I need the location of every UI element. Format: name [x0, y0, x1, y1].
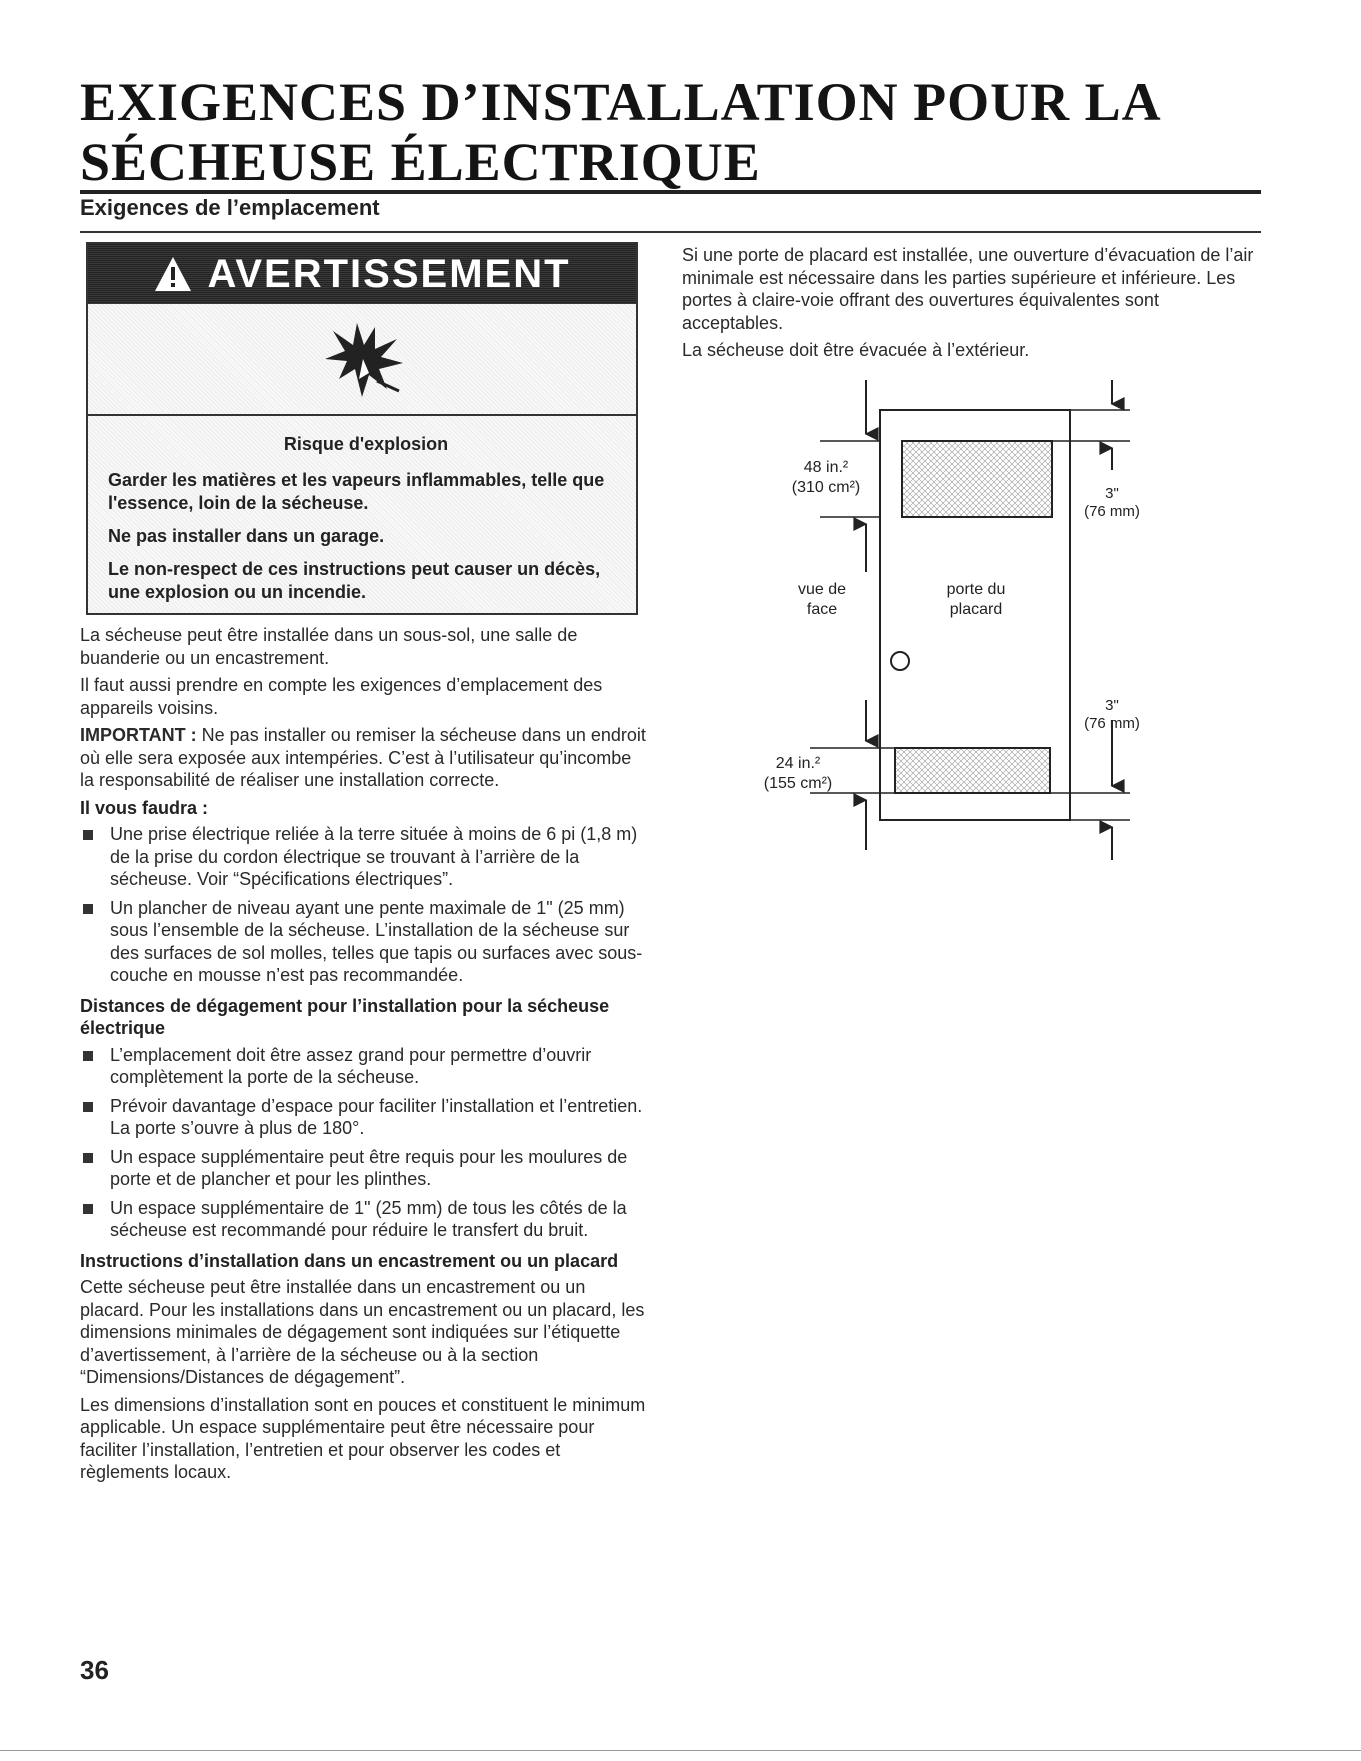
top-area-label: 48 in.²: [803, 459, 849, 476]
warning-line: Le non-respect de ces instructions peut causer un décès, une explosion ou un incendie.: [108, 559, 601, 602]
door-label: placard: [949, 601, 1003, 618]
warning-text: [88, 416, 636, 604]
important-paragraph: [80, 724, 650, 792]
left-column: [80, 624, 650, 1489]
explosion-icon: [317, 319, 407, 399]
warning-box: [86, 242, 638, 615]
list-item-text: Un plancher de niveau ayant une pente maximale de 1" (25 mm) sous l’ensemble de la sécheuse. L’installation de la sécheuse sur des surfaces de sol molles, telles que tapis ou surfaces avec sous-couche en mousse n’est pas recommandée.: [110, 897, 643, 985]
warning-triangle-icon: [153, 255, 193, 293]
warning-banner: [88, 244, 636, 304]
view-label: face: [806, 601, 838, 618]
needs-list: [80, 823, 650, 987]
closet-door-diagram: [760, 380, 1180, 860]
list-item: [80, 897, 650, 987]
list-item-text: L’emplacement doit être assez grand pour permettre d’ouvrir complètement la porte de la sécheuse.: [110, 1044, 592, 1087]
list-item-text: Un espace supplémentaire de 1" (25 mm) de tous les côtés de la sécheuse est recommandé pour réduire le transfert du bruit.: [110, 1197, 627, 1240]
bottom-area-label: 24 in.²: [775, 755, 821, 772]
clearance-list: [80, 1044, 650, 1242]
bottom-divider: [0, 1750, 1361, 1751]
bullet-icon: [83, 1204, 93, 1214]
bullet-icon: [83, 1051, 93, 1061]
important-text: Ne pas installer ou remiser la sécheuse dans un endroit où elle sera exposée aux intempéries. C’est à l’utilisateur qu’incombe la responsabilité de réaliser une installation correcte.: [80, 725, 646, 790]
top-vent-opening: [902, 441, 1052, 517]
alcove-paragraph: Cette sécheuse peut être installée dans un encastrement ou un placard. Pour les installations dans un encastrement ou un placard, les dimensions minimales de dégagement sont indiquées sur l’étiquette d’avertissement, à l’arrière de la sécheuse ou à la section “Dimensions/Distances de dégagement”.: [80, 1277, 645, 1387]
alcove-heading: Instructions d’installation dans un encastrement ou un placard: [80, 1250, 619, 1271]
section-heading: Exigences de l’emplacement: [80, 195, 380, 220]
bullet-icon: [83, 1102, 93, 1112]
location-paragraph: La sécheuse peut être installée dans un sous-sol, une salle de buanderie ou un encastrement.: [80, 625, 578, 668]
warning-line: Ne pas installer dans un garage.: [108, 526, 385, 546]
warning-banner-label: AVERTISSEMENT: [207, 251, 571, 296]
list-item: [80, 1197, 650, 1242]
page-title: EXIGENCES D’INSTALLATION POUR LA SÉCHEUSE ÉLECTRIQUE: [80, 72, 1159, 192]
door-label: porte du: [946, 581, 1006, 598]
list-item-text: Une prise électrique reliée à la terre située à moins de 6 pi (1,8 m) de la prise du cordon électrique se trouvant à l’arrière de la sécheuse. Voir “Spécifications électriques”.: [110, 824, 638, 889]
bottom-area-metric-label: (155 cm²): [763, 775, 833, 792]
door-knob-icon: [891, 652, 909, 670]
top-area-metric-label: (310 cm²): [791, 479, 861, 496]
exhaust-paragraph: La sécheuse doit être évacuée à l’extérieur.: [682, 340, 1030, 360]
bullet-icon: [83, 904, 93, 914]
right-column: [682, 244, 1262, 367]
bottom-gap-label: 3": [1105, 697, 1119, 714]
neighbors-paragraph: Il faut aussi prendre en compte les exigences d’emplacement des appareils voisins.: [80, 675, 603, 718]
page-number: 36: [80, 1655, 109, 1685]
important-label: IMPORTANT :: [80, 725, 197, 745]
list-item: [80, 1095, 650, 1140]
bullet-icon: [83, 1153, 93, 1163]
section-divider: [80, 231, 1261, 233]
dimensions-paragraph: Les dimensions d’installation sont en pouces et constituent le minimum applicable. Un espace supplémentaire peut être nécessaire pour faciliter l’installation, l’entretien et pour observer les codes et règlements locaux.: [80, 1394, 646, 1482]
bottom-vent-opening: [895, 748, 1050, 793]
explosion-illustration: [88, 304, 636, 416]
list-item: [80, 1044, 650, 1089]
top-gap-label: 3": [1105, 485, 1119, 502]
list-item-text: Prévoir davantage d’espace pour faciliter l’installation et l’entretien. La porte s’ouvre à plus de 180°.: [110, 1095, 643, 1138]
needs-heading: Il vous faudra :: [80, 797, 209, 818]
bullet-icon: [83, 830, 93, 840]
warning-line: Garder les matières et les vapeurs inflammables, telle que l'essence, loin de la sécheuse.: [108, 470, 605, 513]
bottom-gap-metric-label: (76 mm): [1084, 715, 1140, 732]
list-item: [80, 1146, 650, 1191]
hazard-title: Risque d'explosion: [283, 434, 449, 454]
list-item-text: Un espace supplémentaire peut être requis pour les moulures de porte et de plancher et pour les plinthes.: [110, 1146, 628, 1189]
top-gap-metric-label: (76 mm): [1084, 503, 1140, 520]
closet-door-paragraph: Si une porte de placard est installée, une ouverture d’évacuation de l’air minimale est nécessaire dans les parties supérieure et inférieure. Les portes à claire-voie offrant des ouvertures équivalentes sont acceptables.: [682, 245, 1254, 333]
view-label: vue de: [797, 581, 847, 598]
list-item: [80, 823, 650, 891]
clearance-heading: Distances de dégagement pour l’installation pour la sécheuse électrique: [80, 995, 610, 1038]
